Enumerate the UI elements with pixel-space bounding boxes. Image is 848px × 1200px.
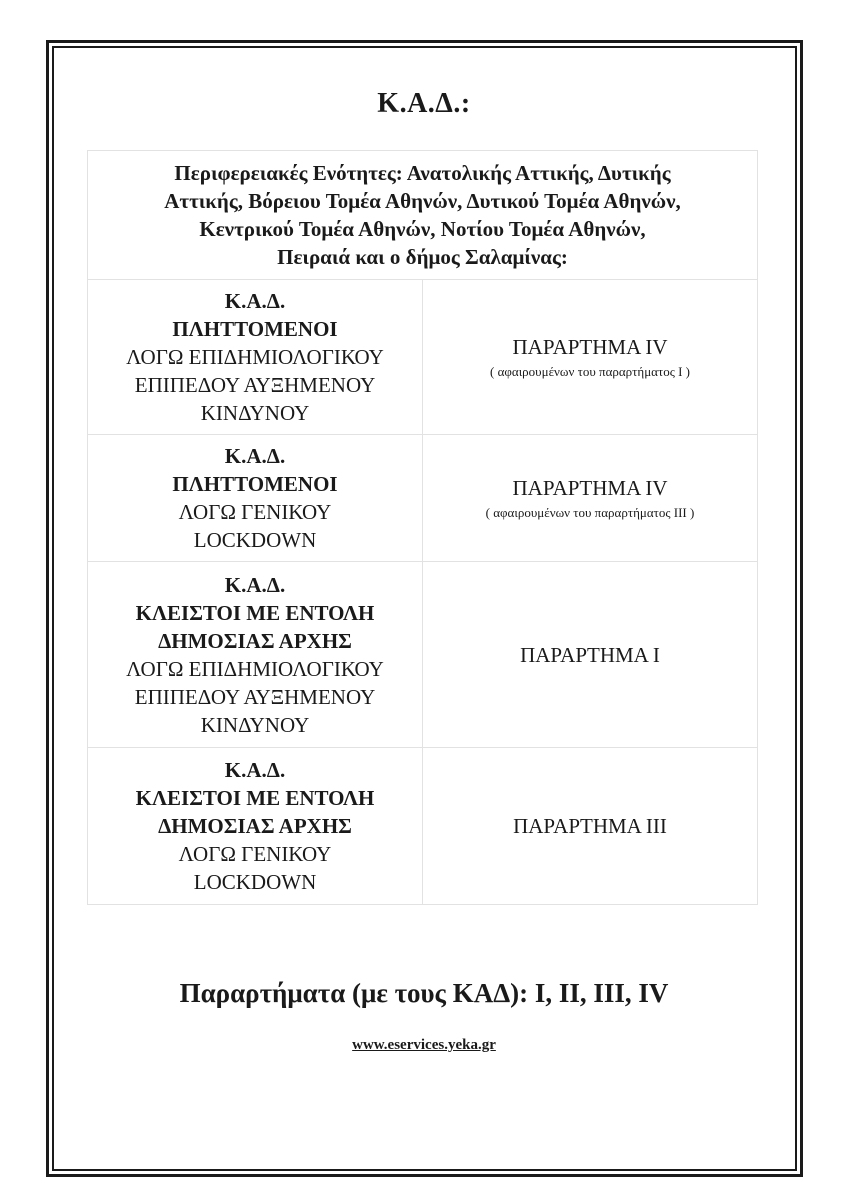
category-cell <box>88 280 423 435</box>
category-line: ΛΟΓΩ ΓΕΝΙΚΟΥ <box>178 842 332 866</box>
category-cell <box>88 748 423 905</box>
category-bold-line: Κ.Α.Δ. <box>224 444 286 468</box>
annex-label: ΠΑΡΑΡΤΗΜΑ I <box>520 642 660 667</box>
regions-header <box>88 151 758 280</box>
category-bold-line: ΠΛΗΤΤΟΜΕΝΟΙ <box>172 472 338 496</box>
category-bold-line: ΚΛΕΙΣΤΟΙ ΜΕ ΕΝΤΟΛΗ <box>135 786 375 810</box>
category-line: ΛΟΓΩ ΓΕΝΙΚΟΥ <box>178 500 332 524</box>
annex-label: ΠΑΡΑΡΤΗΜΑ IV <box>512 335 668 359</box>
category-bold-line: Κ.Α.Δ. <box>224 572 286 597</box>
page-title: Κ.Α.Δ.: <box>377 88 471 119</box>
table-row <box>88 280 758 435</box>
regions-line: Αττικής, Βόρειου Τομέα Αθηνών, Δυτικού Τομέα Αθηνών, <box>164 189 681 213</box>
annex-label: ΠΑΡΑΡΤΗΜΑ IV <box>512 476 668 500</box>
category-bold-line: Κ.Α.Δ. <box>224 289 286 313</box>
category-bold-line: ΔΗΜΟΣΙΑΣ ΑΡΧΗΣ <box>158 814 352 838</box>
regions-line: Περιφερειακές Ενότητες: Ανατολικής Αττικής, Δυτικής <box>174 161 671 185</box>
annex-cell <box>423 280 758 435</box>
category-bold-line: ΠΛΗΤΤΟΜΕΝΟΙ <box>172 317 338 341</box>
category-line: ΕΠΙΠΕΔΟΥ ΑΥΞΗΜΕΝΟΥ <box>134 373 376 397</box>
category-line: ΛΟΓΩ ΕΠΙΔΗΜΙΟΛΟΓΙΚΟΥ <box>126 345 384 369</box>
category-line: ΚΙΝΔΥΝΟΥ <box>200 712 310 737</box>
category-line: LOCKDOWN <box>193 870 317 894</box>
annex-cell <box>423 435 758 562</box>
annex-note: ( αφαιρουμένων του παραρτήματος I ) <box>489 364 691 379</box>
category-bold-line: Κ.Α.Δ. <box>224 758 286 782</box>
regions-line: Κεντρικού Τομέα Αθηνών, Νοτίου Τομέα Αθηνών, <box>199 217 646 241</box>
eservices-link[interactable]: www.eservices.yeka.gr <box>352 1037 496 1053</box>
category-cell <box>88 435 423 562</box>
regions-line: Πειραιά και ο δήμος Σαλαμίνας: <box>277 245 568 269</box>
annex-cell <box>423 748 758 905</box>
table-row <box>88 435 758 562</box>
table-row <box>88 748 758 905</box>
category-line: LOCKDOWN <box>193 528 317 552</box>
category-line: ΛΟΓΩ ΕΠΙΔΗΜΙΟΛΟΓΙΚΟΥ <box>126 656 384 681</box>
category-line: ΕΠΙΠΕΔΟΥ ΑΥΞΗΜΕΝΟΥ <box>134 684 376 709</box>
category-line: ΚΙΝΔΥΝΟΥ <box>200 401 310 425</box>
annex-label: ΠΑΡΑΡΤΗΜΑ III <box>513 814 667 838</box>
annex-cell <box>423 562 758 748</box>
category-bold-line: ΚΛΕΙΣΤΟΙ ΜΕ ΕΝΤΟΛΗ <box>135 600 375 625</box>
table-row <box>88 562 758 748</box>
annex-note: ( αφαιρουμένων του παραρτήματος III ) <box>485 505 695 520</box>
category-cell <box>88 562 423 748</box>
category-bold-line: ΔΗΜΟΣΙΑΣ ΑΡΧΗΣ <box>158 628 352 653</box>
kad-table <box>87 150 758 905</box>
annexes-summary: Παραρτήματα (με τους ΚΑΔ): I, II, III, IV <box>179 978 669 1008</box>
